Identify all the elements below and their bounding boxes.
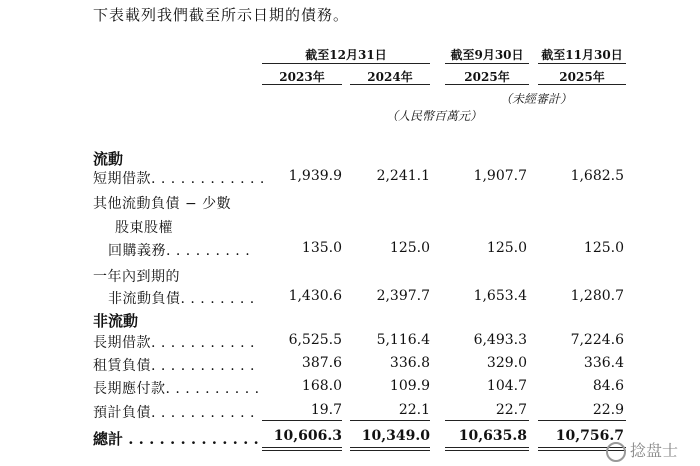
row-value: 22.1: [398, 402, 430, 418]
row-value: 6,525.5: [288, 332, 342, 348]
row-value: 1,280.7: [570, 288, 624, 304]
total-double-rule-b-2025-sep: [445, 450, 529, 451]
section-non-current: 非流動: [93, 312, 139, 330]
row-value: 1,430.6: [288, 288, 342, 304]
row-value: 336.4: [583, 355, 624, 371]
row-value: 104.7: [486, 378, 527, 394]
total-2025-sep: 10,635.8: [458, 428, 527, 444]
row-value: 22.9: [592, 402, 624, 418]
intro-text: 下表載列我們截至所示日期的債務。: [93, 6, 350, 24]
row-value: 109.9: [389, 378, 430, 394]
row-value: 2,241.1: [376, 168, 430, 184]
watermark: [606, 438, 678, 462]
total-double-rule-a-2023: [262, 447, 342, 448]
row-value: 1,907.7: [473, 168, 527, 184]
unaudited-note: （未經審計）: [500, 92, 573, 106]
row-label: 非流動負債. . . . . . . .: [108, 291, 255, 307]
row-value: 22.7: [495, 402, 527, 418]
row-value: 135.0: [301, 240, 342, 256]
total-2023: 10,606.3: [273, 428, 342, 444]
section-current: 流動: [93, 150, 124, 168]
header-rule-dec31: [262, 63, 430, 64]
row-value: 1,939.9: [288, 168, 342, 184]
header-rule-2023: [262, 84, 342, 85]
header-rule-nov30: [538, 63, 626, 64]
row-value: 125.0: [583, 240, 624, 256]
row-label: 預計負債. . . . . . . . . . .: [93, 405, 255, 421]
header-group-dec31: 截至12月31日: [305, 48, 387, 62]
total-double-rule-b-2023: [262, 450, 342, 451]
header-col-2024: 2024年: [367, 70, 413, 84]
total-top-rule-2025-sep: [445, 420, 529, 421]
header-col-2025-nov: 2025年: [559, 70, 605, 84]
row-label: 長期應付款. . . . . . . . . .: [93, 381, 260, 397]
row-value: 125.0: [486, 240, 527, 256]
row-value: 168.0: [301, 378, 342, 394]
watermark-text: 捻盘士: [630, 441, 679, 460]
row-label: 一年內到期的: [93, 269, 180, 285]
row-value: 329.0: [486, 355, 527, 371]
row-value: 6,493.3: [473, 332, 527, 348]
header-group-nov30: 截至11月30日: [541, 48, 623, 62]
total-top-rule-2025-nov: [538, 420, 626, 421]
row-label: 短期借款. . . . . . . . . . . .: [93, 171, 265, 187]
row-value: 7,224.6: [570, 332, 624, 348]
row-value: 5,116.4: [376, 332, 430, 348]
row-label: 租賃負債. . . . . . . . . . .: [93, 358, 255, 374]
row-label: 股東股權: [115, 220, 173, 236]
header-col-2025-sep: 2025年: [464, 70, 510, 84]
total-top-rule-2024: [350, 420, 430, 421]
row-value: 387.6: [301, 355, 342, 371]
header-rule-sep30: [445, 63, 529, 64]
unit-note: （人民幣百萬元）: [386, 109, 483, 123]
row-value: 2,397.7: [376, 288, 430, 304]
header-group-sep30: 截至9月30日: [450, 48, 524, 62]
total-double-rule-a-2024: [350, 447, 430, 448]
row-value: 19.7: [310, 402, 342, 418]
row-value: 1,653.4: [473, 288, 527, 304]
row-label: 回購義務. . . . . . . . .: [108, 243, 251, 259]
header-rule-2024: [350, 84, 430, 85]
total-top-rule-2023: [262, 420, 342, 421]
row-label: 其他流動負債 − 少數: [93, 196, 232, 212]
header-rule-2025-sep: [445, 84, 529, 85]
total-2024: 10,349.0: [361, 428, 430, 444]
total-2025-nov: 10,756.7: [555, 428, 624, 444]
row-value: 84.6: [592, 378, 624, 394]
header-col-2023: 2023年: [279, 70, 325, 84]
row-value: 125.0: [389, 240, 430, 256]
watermark-icon: [606, 442, 626, 462]
row-value: 336.8: [389, 355, 430, 371]
row-label: 長期借款. . . . . . . . . . .: [93, 335, 255, 351]
total-label: 總計 . . . . . . . . . . . . .: [93, 430, 259, 448]
row-value: 1,682.5: [570, 168, 624, 184]
total-double-rule-a-2025-sep: [445, 447, 529, 448]
header-rule-2025-nov: [538, 84, 626, 85]
total-double-rule-b-2024: [350, 450, 430, 451]
